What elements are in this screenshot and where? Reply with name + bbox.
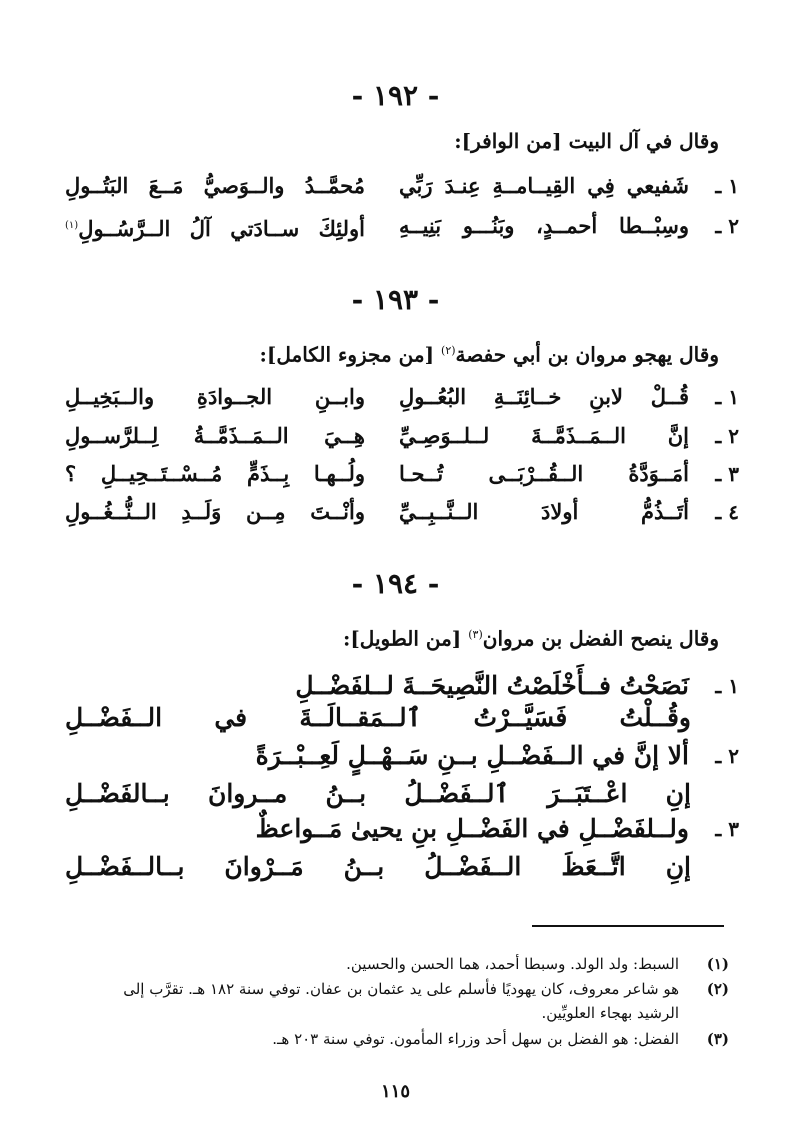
poem-number-194: - ١٩٤ -: [351, 567, 440, 600]
verse-number: ٢ ـ: [715, 424, 739, 448]
verse-number: ١ ـ: [715, 174, 739, 198]
verse-second-hemistich: وابــنِ الجــوادَةِ والــبَخِيــلِ: [65, 384, 365, 409]
verse-first-hemistich: ولــلفَضْــلِ في الفَضْــلِ بنِ يحيىٰ مَــواعظٌ: [255, 814, 689, 843]
verse-second-hemistich: إنِ اعْــتَبَــرَ ٱلــفَضْــلُ بــنُ مــروانَ بــالفَضْــلِ: [65, 779, 691, 808]
footnote-ref: (١): [65, 220, 79, 231]
verse-text: أولئِكَ ســادَتي آلُ الــرَّسُــولِ: [78, 216, 365, 241]
verse-first-hemistich: أتَــذُمُّ أولادَ الــنَّــبِــيِّ: [399, 499, 689, 524]
verse-second-hemistich: مُحمَّــدُ والــوَصيُّ مَــعَ البَتُــولِ: [65, 173, 365, 198]
verse-first-hemistich: ألا إنَّ في الــفَضْــلِ بــنِ سَــهْــلٍ لَعِــبْــرَةً: [255, 741, 689, 770]
verse-number: ٤ ـ: [715, 500, 739, 524]
poem-number-193: - ١٩٣ -: [351, 283, 440, 316]
verse-number: ١ ـ: [715, 385, 739, 409]
intro-text: وقال ينصح الفضل بن مروان: [482, 626, 719, 651]
footnote-separator: [532, 925, 724, 927]
poem-intro-192: وقال في آل البيت [من الوافر]:: [454, 129, 719, 153]
verse-number: ٢ ـ: [715, 744, 739, 768]
intro-meter: [من مجزوء الكامل]:: [259, 342, 442, 367]
verse-second-hemistich: وقُــلْتُ فَسَيَّــرْتُ ٱلــمَقــالَــةَ في الــفَضْــلِ: [65, 703, 691, 732]
verse-second-hemistich: إنِ اتَّــعَظَ الــفَضْــلُ بــنُ مَــرْوانَ بــالــفَضْــلِ: [65, 852, 691, 881]
verse-number: ١ ـ: [715, 674, 739, 698]
verse-first-hemistich: إنَّ الــمَــذَمَّــةَ لــلــوَصِـيِّ: [399, 423, 689, 448]
verse-number: ٣ ـ: [715, 462, 739, 486]
verse-second-hemistich: ولُــهـا بِــذَمٍّ مُــسْــتَــحِيــلِ ؟: [65, 461, 365, 486]
footnote-number: (٣): [706, 1030, 729, 1048]
footnote-text: الفضل: هو الفضل بن سهل أحد وزراء المأمون. توفي سنة ٢٠٣ هـ.: [272, 1030, 679, 1048]
verse-second-hemistich: [65, 210, 365, 245]
intro-meter: [من الطويل]:: [342, 626, 469, 651]
poem-intro-193: [79, 336, 719, 370]
verse-first-hemistich: شَفيعي فِي القِيــامــةِ عِنـدَ رَبِّي: [399, 173, 689, 198]
intro-text: وقال يهجو مروان بن أبي حفصة: [455, 342, 719, 367]
footnote-text: هو شاعر معروف، كان يهوديًا فأسلم على يد عثمان بن عفان. توفي سنة ١٨٢ هـ. تقرَّب إلى الرشيد بهجاء العلويِّين.: [123, 980, 679, 1022]
poem-number-192: - ١٩٢ -: [351, 79, 440, 112]
footnote-ref: (٣): [468, 628, 483, 641]
footnote-text: السبط: ولد الولد. وسبطا أحمد، هما الحسن والحسين.: [346, 955, 679, 973]
verse-first-hemistich: قُــلْ لابنِ خــائِنَــةِ البُعُــولِ: [399, 384, 689, 409]
verse-number: ٢ ـ: [715, 214, 739, 238]
verse-second-hemistich: هِــيَ الــمَــذَمَّــةُ لِــلرَّســولِ: [65, 423, 365, 448]
verse-first-hemistich: وسِبْــطا أحمــدٍ، وبَنُـــو بَنِيــهِ: [399, 213, 689, 238]
footnote-ref: (٢): [441, 344, 456, 357]
verse-number: ٣ ـ: [715, 817, 739, 841]
footnote-number: (١): [706, 955, 729, 973]
poem-intro-194: [79, 620, 719, 654]
verse-first-hemistich: نَصَحْتُ فــأَخْلَصْتُ النَّصِيحَــةَ لــلفَضْــلِ: [295, 671, 689, 700]
footnote-number: (٢): [706, 980, 729, 998]
page-number: ١١٥: [380, 1081, 410, 1102]
verse-first-hemistich: أمَــوَدَّةُ الــقُــرْبَــى تُــحـا: [399, 461, 689, 486]
verse-second-hemistich: وأنْــتَ مِــن وَلَــدِ الــنُّــغُــولِ: [65, 499, 365, 524]
